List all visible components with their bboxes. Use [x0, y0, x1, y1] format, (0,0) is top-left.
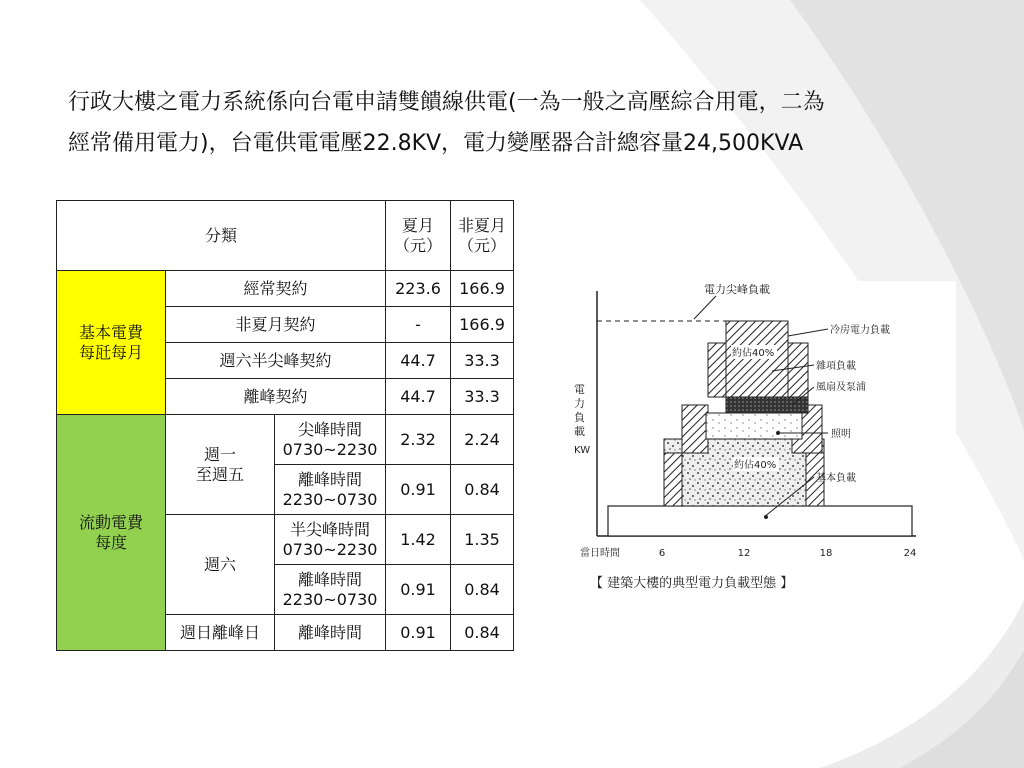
upper-percent-label: 約佔40% [732, 348, 775, 359]
mid-hatch-left [682, 405, 708, 453]
early-step-block [664, 453, 682, 506]
load-profile-diagram [566, 281, 956, 601]
load-profile-figure [566, 281, 956, 601]
weekday-label: 週一 至週五 [166, 415, 275, 515]
period-cell: 離峰時間 2230~0730 [275, 465, 386, 515]
table-header-row [57, 201, 514, 271]
flow-row-nonsummer: 1.35 [451, 515, 514, 565]
svg-text:KW: KW [574, 445, 591, 456]
x-axis-title: 當日時間 [580, 548, 620, 559]
basic-row-nonsummer: 166.9 [451, 271, 514, 307]
flow-row-summer: 2.32 [386, 415, 451, 465]
period-cell: 離峰時間 [275, 615, 386, 651]
fan-pump-band [726, 397, 808, 413]
sunday-label: 週日離峰日 [166, 615, 275, 651]
svg-text:電: 電 [574, 383, 585, 396]
x-tick-18: 18 [819, 548, 833, 559]
basic-row-summer: 44.7 [386, 343, 451, 379]
flow-row-nonsummer: 0.84 [451, 615, 514, 651]
misc-load-label: 雜項負載 [816, 361, 856, 372]
saturday-label: 週六 [166, 515, 275, 615]
base-load-label: 基本負載 [816, 473, 856, 484]
flow-row-nonsummer: 2.24 [451, 415, 514, 465]
basic-row-summer: - [386, 307, 451, 343]
header-summer: 夏月 （元） [386, 201, 451, 271]
flow-fee-label: 流動電費 每度 [57, 415, 166, 651]
figure-caption: 【 建築大樓的典型電力負載型態 】 [590, 576, 794, 591]
base-load-block [608, 506, 912, 536]
flow-row-summer: 1.42 [386, 515, 451, 565]
period-cell: 離峰時間 2230~0730 [275, 565, 386, 615]
basic-row-name: 週六半尖峰契約 [166, 343, 386, 379]
basic-fee-label: 基本電費 每瓩每月 [57, 271, 166, 415]
basic-row-summer: 223.6 [386, 271, 451, 307]
heading-line-2: 經常備用電力)，台電供電電壓22.8KV，電力變壓器合計總容量24,500KVA [68, 131, 804, 156]
x-tick-6: 6 [658, 548, 666, 559]
slide-heading [68, 82, 968, 164]
flow-row-summer: 0.91 [386, 565, 451, 615]
lighting-band [706, 413, 802, 439]
x-tick-12: 12 [737, 548, 751, 559]
svg-text:負: 負 [574, 411, 585, 424]
svg-text:載: 載 [574, 425, 585, 438]
cooling-load-label: 冷房電力負載 [830, 325, 890, 336]
flow-row-summer: 0.91 [386, 615, 451, 651]
peak-load-label: 電力尖峰負載 [704, 283, 770, 296]
lower-percent-label: 約佔40% [734, 460, 777, 471]
basic-row-nonsummer: 33.3 [451, 379, 514, 415]
flow-row-summer: 0.91 [386, 465, 451, 515]
y-axis-label [574, 383, 590, 456]
basic-row-nonsummer: 33.3 [451, 343, 514, 379]
fan-pump-label: 風扇及泵浦 [816, 382, 866, 393]
period-cell: 半尖峰時間 0730~2230 [275, 515, 386, 565]
flow-row-nonsummer: 0.84 [451, 465, 514, 515]
x-tick-24: 24 [903, 548, 917, 559]
basic-row-name: 非夏月契約 [166, 307, 386, 343]
period-cell: 尖峰時間 0730~2230 [275, 415, 386, 465]
flow-row-nonsummer: 0.84 [451, 565, 514, 615]
basic-row-summer: 44.7 [386, 379, 451, 415]
basic-row-name: 離峰契約 [166, 379, 386, 415]
svg-text:力: 力 [574, 397, 585, 410]
heading-line-1: 行政大樓之電力系統係向台電申請雙饋線供電(一為一般之高壓綜合用電，二為 [68, 90, 825, 115]
header-nonsummer: 非夏月 （元） [451, 201, 514, 271]
table-row [57, 271, 514, 307]
header-category: 分類 [57, 201, 386, 271]
table-row [57, 415, 514, 465]
lighting-label: 照明 [831, 429, 851, 440]
electricity-rate-table [56, 200, 514, 651]
basic-row-nonsummer: 166.9 [451, 307, 514, 343]
basic-row-name: 經常契約 [166, 271, 386, 307]
